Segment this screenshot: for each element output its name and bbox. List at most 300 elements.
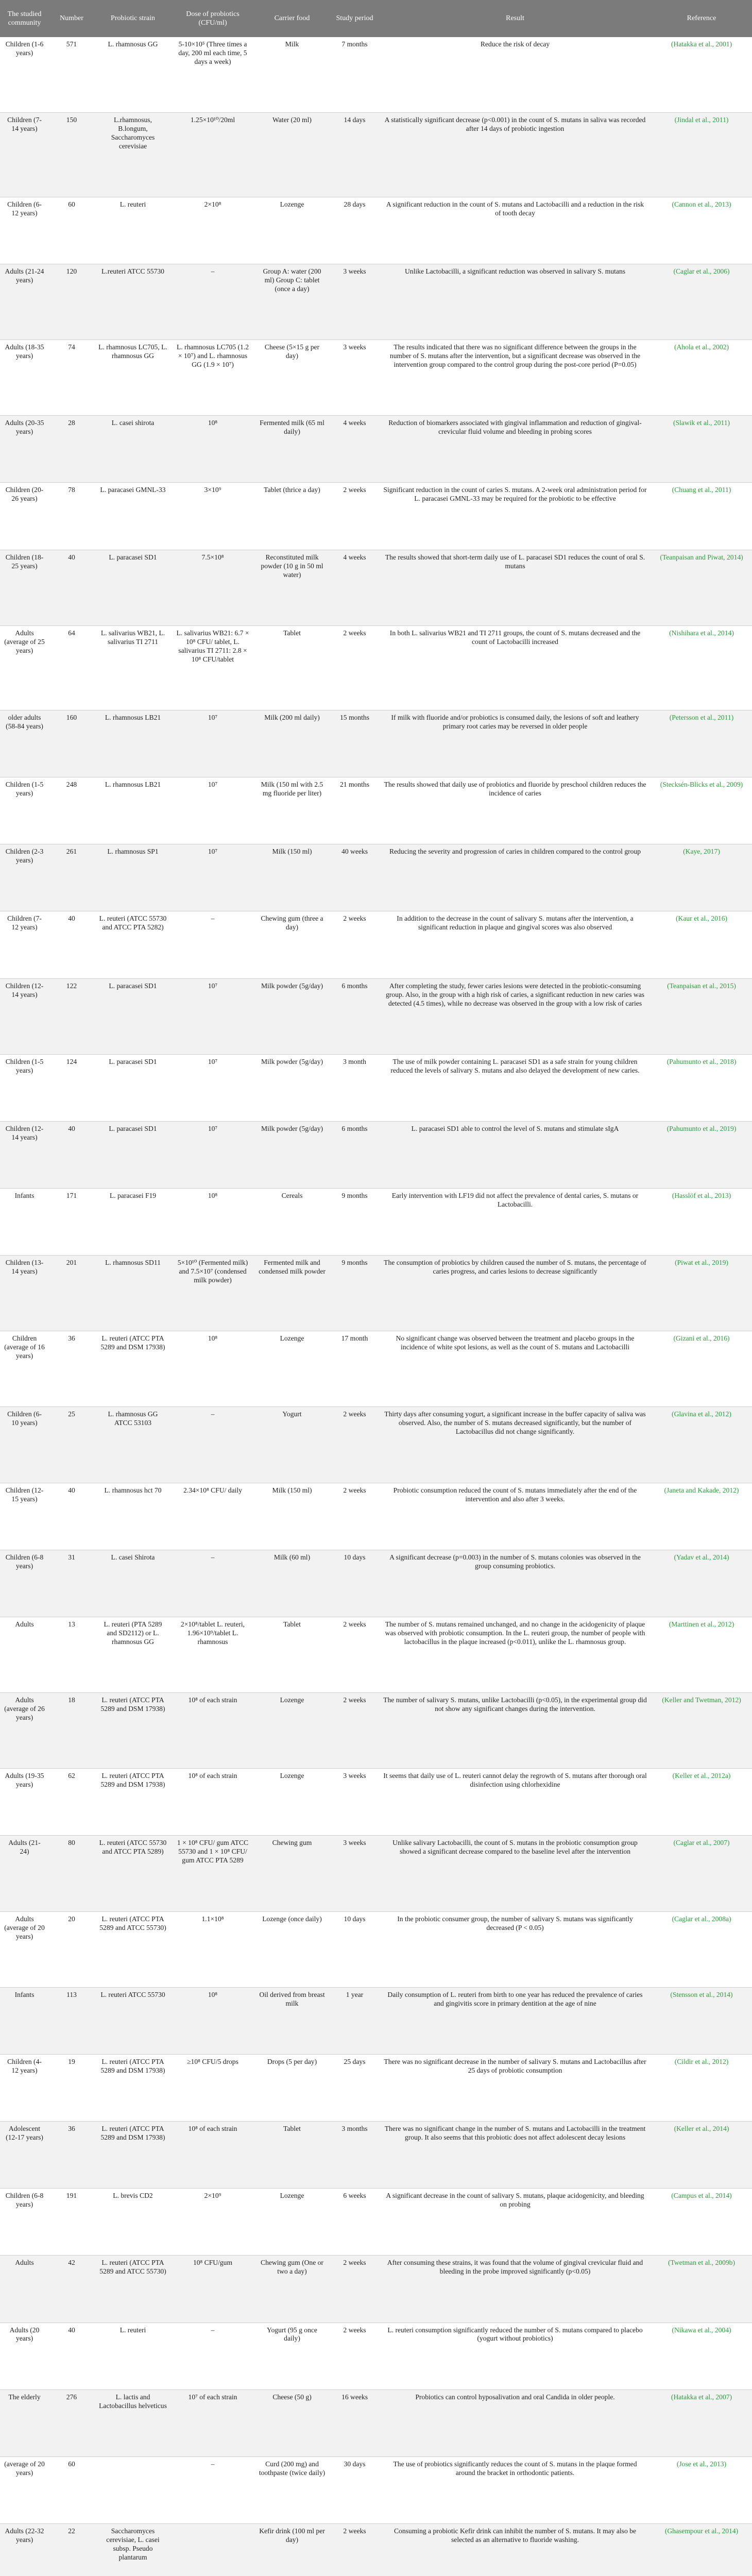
cell-carrier: Lozenge	[254, 1769, 330, 1836]
reference-link[interactable]: (Pahumunto et al., 2019)	[651, 1121, 752, 1188]
cell-period: 1 year	[330, 1987, 379, 2054]
cell-carrier: Milk powder (5g/day)	[254, 1054, 330, 1121]
cell-period: 14 days	[330, 112, 379, 197]
table-row	[0, 911, 752, 978]
cell-dose: 10⁷	[172, 777, 254, 844]
cell-strain: L. casei shirota	[94, 416, 172, 483]
cell-strain: L. paracasei SD1	[94, 1121, 172, 1188]
table-row	[0, 1121, 752, 1188]
cell-strain: L. casei Shirota	[94, 1550, 172, 1617]
cell-result: Significant reduction in the count of caries S. mutans. A 2-week oral administration period for L. paracasei GMNL-33 may be required for the probiotic to be effective	[379, 483, 651, 550]
cell-number: 60	[49, 197, 94, 264]
table-row	[0, 1256, 752, 1331]
cell-strain: L. paracasei SD1	[94, 1054, 172, 1121]
table-row	[0, 37, 752, 112]
cell-carrier: Milk powder (5g/day)	[254, 978, 330, 1054]
cell-dose: 2×10⁸	[172, 197, 254, 264]
reference-link[interactable]: (Keller et al., 2014)	[651, 2122, 752, 2189]
cell-result: Unlike salivary Lactobacilli, the count of S. mutans in the probiotic consumption group showed a significant decrease compared to the baseline level after the intervention	[379, 1836, 651, 1911]
cell-dose: L. rhamnosus LC705 (1.2 × 10⁷) and L. rhamnosus GG (1.9 × 10⁷)	[172, 340, 254, 416]
cell-result: A significant decrease in the count of salivary S. mutans, plaque acidogenicity, and bleeding on probing	[379, 2189, 651, 2256]
cell-strain: L. brevis CD2	[94, 2189, 172, 2256]
cell-period: 2 weeks	[330, 1693, 379, 1769]
cell-number: 78	[49, 483, 94, 550]
cell-community: Adults (21-24)	[0, 1836, 49, 1911]
table-row	[0, 2523, 752, 2576]
cell-dose: 10⁸ of each strain	[172, 1693, 254, 1769]
cell-strain: L. reuteri (PTA 5289 and SD2112) or L. rhamnosus GG	[94, 1617, 172, 1692]
cell-community: Adults (19-35 years)	[0, 1769, 49, 1836]
cell-number: 248	[49, 777, 94, 844]
reference-link[interactable]: (Yadav et al., 2014)	[651, 1550, 752, 1617]
table-row	[0, 112, 752, 197]
cell-carrier: Lozenge	[254, 2189, 330, 2256]
table-row	[0, 483, 752, 550]
cell-number: 74	[49, 340, 94, 416]
cell-result: The results indicated that there was no significant difference between the groups in the number of S. mutans after the intervention, but a significant decrease was observed in the intervention group compared to the control group during the post-core period (P=0.05)	[379, 340, 651, 416]
header-result: Result	[379, 0, 651, 37]
cell-strain: L. reuteri (ATCC PTA 5289 and DSM 17938)	[94, 1331, 172, 1407]
cell-strain: L. rhamnosus hct 70	[94, 1483, 172, 1550]
reference-link[interactable]: (Keller et al., 2012a)	[651, 1769, 752, 1836]
cell-dose: –	[172, 264, 254, 340]
cell-number: 80	[49, 1836, 94, 1911]
cell-result: The results showed that short-term daily use of L. paracasei SD1 reduces the count of oral S. mutans	[379, 550, 651, 625]
table-row	[0, 2456, 752, 2523]
cell-community: Children (12-15 years)	[0, 1483, 49, 1550]
reference-link[interactable]: (Ahola et al., 2002)	[651, 340, 752, 416]
cell-result: After consuming these strains, it was found that the volume of gingival crevicular fluid and bleeding in the probe improved significantly (p<0.05)	[379, 2256, 651, 2323]
cell-strain: L. paracasei F19	[94, 1189, 172, 1256]
cell-number: 20	[49, 1911, 94, 1987]
cell-carrier: Milk (150 ml with 2.5 mg fluoride per liter)	[254, 777, 330, 844]
cell-number: 25	[49, 1407, 94, 1483]
cell-result: There was no significant change in the number of S. mutans and Lactobacilli in the treatment group. It also seems that this probiotic does not affect adolescent decay lesions	[379, 2122, 651, 2189]
cell-number: 171	[49, 1189, 94, 1256]
cell-number: 13	[49, 1617, 94, 1692]
cell-carrier: Milk	[254, 37, 330, 112]
cell-period: 15 months	[330, 710, 379, 777]
table-row	[0, 1693, 752, 1769]
cell-strain: L. rhamnosus LB21	[94, 777, 172, 844]
cell-carrier: Chewing gum	[254, 1836, 330, 1911]
cell-community: Children (13-14 years)	[0, 1256, 49, 1331]
cell-result: In the probiotic consumer group, the number of salivary S. mutans was significantly decreased (P < 0.05)	[379, 1911, 651, 1987]
cell-carrier: Oil derived from breast milk	[254, 1987, 330, 2054]
cell-carrier: Kefir drink (100 ml per day)	[254, 2523, 330, 2576]
cell-result: The results showed that daily use of probiotics and fluoride by preschool children reduces the incidence of caries	[379, 777, 651, 844]
cell-strain: L. paracasei SD1	[94, 978, 172, 1054]
cell-result: In addition to the decrease in the count of salivary S. mutans after the intervention, a significant reduction in plaque and gingival scores was also observed	[379, 911, 651, 978]
table-row	[0, 1054, 752, 1121]
cell-period: 2 weeks	[330, 2323, 379, 2389]
cell-dose: 3×10⁹	[172, 483, 254, 550]
cell-dose: –	[172, 2456, 254, 2523]
cell-dose: 1 × 10⁸ CFU/ gum ATCC 55730 and 1 × 10⁸ CFU/ gum ATCC PTA 5289	[172, 1836, 254, 1911]
reference-link[interactable]: (Hatakka et al., 2007)	[651, 2389, 752, 2456]
cell-number: 62	[49, 1769, 94, 1836]
cell-result: In both L. salivarius WB21 and TI 2711 groups, the count of S. mutans decreased and the count of Lactobacilli increased	[379, 625, 651, 710]
cell-carrier: Fermented milk (65 ml daily)	[254, 416, 330, 483]
reference-link[interactable]: (Stecksén-Blicks et al., 2009)	[651, 777, 752, 844]
reference-link[interactable]: (Piwat et al., 2019)	[651, 1256, 752, 1331]
cell-number: 40	[49, 550, 94, 625]
cell-dose: 2×10⁹	[172, 2189, 254, 2256]
cell-number: 22	[49, 2523, 94, 2576]
cell-result: L. reuteri consumption significantly reduced the number of S. mutans compared to placebo (yogurt without probiotics)	[379, 2323, 651, 2389]
header-carrier: Carrier food	[254, 0, 330, 37]
cell-strain: L. salivarius WB21, L. salivarius TI 2711	[94, 625, 172, 710]
cell-community: Children (7-14 years)	[0, 112, 49, 197]
reference-link[interactable]: (Kaye, 2017)	[651, 844, 752, 911]
cell-strain: L. lactis and Lactobacillus helveticus	[94, 2389, 172, 2456]
table-row	[0, 1617, 752, 1692]
cell-number: 276	[49, 2389, 94, 2456]
table-row	[0, 1483, 752, 1550]
cell-community: Children (12-14 years)	[0, 1121, 49, 1188]
reference-link[interactable]: (Keller and Twetman, 2012)	[651, 1693, 752, 1769]
table-row	[0, 2054, 752, 2121]
table-row	[0, 777, 752, 844]
reference-link[interactable]: (Marttinen et al., 2012)	[651, 1617, 752, 1692]
cell-period: 9 months	[330, 1189, 379, 1256]
table-row	[0, 2256, 752, 2323]
cell-period: 17 month	[330, 1331, 379, 1407]
reference-link[interactable]: (Hasslöf et al., 2013)	[651, 1189, 752, 1256]
cell-number: 120	[49, 264, 94, 340]
cell-period: 2 weeks	[330, 911, 379, 978]
table-row	[0, 1836, 752, 1911]
cell-result: Probiotics can control hyposalivation and oral Candida in older people.	[379, 2389, 651, 2456]
reference-link[interactable]: (Caglar et al., 2006)	[651, 264, 752, 340]
table-row	[0, 625, 752, 710]
reference-link[interactable]: (Chuang et al., 2011)	[651, 483, 752, 550]
header-dose: Dose of probiotics (CFU/ml)	[172, 0, 254, 37]
reference-link[interactable]: (Hatakka et al., 2001)	[651, 37, 752, 112]
cell-dose: –	[172, 2323, 254, 2389]
cell-carrier: Cheese (5×15 g per day)	[254, 340, 330, 416]
cell-result: The number of S. mutans remained unchanged, and no change in the acidogenicity of plaque was observed with probiotic consumption. In the L. reuteri group, the number of people with lactobacillus in the plaque increased (p<0.011), unlike the L. rhamnosus group.	[379, 1617, 651, 1692]
table-row	[0, 2389, 752, 2456]
cell-dose: 2.34×10⁸ CFU/ daily	[172, 1483, 254, 1550]
cell-strain: L. reuteri (ATCC PTA 5289 and DSM 17938)	[94, 2122, 172, 2189]
reference-link[interactable]: (Twetman et al., 2009b)	[651, 2256, 752, 2323]
cell-community: Children (12-14 years)	[0, 978, 49, 1054]
cell-community: Adults (average of 20 years)	[0, 1911, 49, 1987]
cell-strain: Saccharomyces cerevisiae, L. casei subsp. Pseudo plantarum	[94, 2523, 172, 2576]
cell-strain: L. rhamnosus LB21	[94, 710, 172, 777]
cell-period: 2 weeks	[330, 1617, 379, 1692]
cell-community: Adults (average of 25 years)	[0, 625, 49, 710]
cell-period: 21 months	[330, 777, 379, 844]
cell-dose: 2×10⁸/tablet L. reuteri, 1.96×10⁹/tablet L. rhamnosus	[172, 1617, 254, 1692]
reference-link[interactable]: (Cannon et al., 2013)	[651, 197, 752, 264]
cell-number: 40	[49, 1121, 94, 1188]
cell-result: No significant change was observed between the treatment and placebo groups in the incidence of white spot lesions, as well as the count of S. mutans and Lactobacilli	[379, 1331, 651, 1407]
cell-result: Unlike Lactobacilli, a significant reduction was observed in salivary S. mutans	[379, 264, 651, 340]
cell-strain: L. rhamnosus SP1	[94, 844, 172, 911]
cell-community: Adults (21-24 years)	[0, 264, 49, 340]
cell-period: 6 months	[330, 1121, 379, 1188]
cell-carrier: Group A: water (200 ml) Group C: tablet (once a day)	[254, 264, 330, 340]
cell-number: 31	[49, 1550, 94, 1617]
cell-community: Children (18-25 years)	[0, 550, 49, 625]
cell-community: Children (1-5 years)	[0, 777, 49, 844]
reference-link[interactable]: (Teanpaisan et al., 2015)	[651, 978, 752, 1054]
cell-strain: L.rhamnosus, B.longum, Saccharomyces cerevisiae	[94, 112, 172, 197]
cell-community: Children (6-10 years)	[0, 1407, 49, 1483]
cell-result: A significant decrease (p=0.003) in the number of S. mutans colonies was observed in the group consuming probiotics.	[379, 1550, 651, 1617]
cell-carrier: Milk (150 ml)	[254, 1483, 330, 1550]
cell-number: 113	[49, 1987, 94, 2054]
cell-strain: L. reuteri (ATCC PTA 5289 and ATCC 55730)	[94, 1911, 172, 1987]
cell-carrier: Milk powder (5g/day)	[254, 1121, 330, 1188]
cell-carrier: Lozenge (once daily)	[254, 1911, 330, 1987]
cell-period: 2 weeks	[330, 1483, 379, 1550]
cell-result: The number of salivary S. mutans, unlike Lactobacilli (p<0.05), in the experimental group did not show any significant changes during the intervention.	[379, 1693, 651, 1769]
reference-link[interactable]: (Ghasempour et al., 2014)	[651, 2523, 752, 2576]
cell-period: 9 months	[330, 1256, 379, 1331]
cell-number: 36	[49, 2122, 94, 2189]
cell-period: 16 weeks	[330, 2389, 379, 2456]
cell-dose	[172, 2523, 254, 2576]
cell-number: 571	[49, 37, 94, 112]
cell-number: 160	[49, 710, 94, 777]
cell-number: 18	[49, 1693, 94, 1769]
cell-community: Adults	[0, 1617, 49, 1692]
cell-dose: 10⁸	[172, 1331, 254, 1407]
cell-result: The consumption of probiotics by children caused the number of S. mutans, the percentage of caries progress, and caries lesions to decrease significantly	[379, 1256, 651, 1331]
cell-period: 2 weeks	[330, 2523, 379, 2576]
cell-period: 4 weeks	[330, 550, 379, 625]
cell-dose: 5-10×10⁵ (Three times a day, 200 ml each time, 5 days a week)	[172, 37, 254, 112]
cell-carrier: Tablet	[254, 625, 330, 710]
cell-community: older adults (58-84 years)	[0, 710, 49, 777]
cell-dose: 10⁸ of each strain	[172, 1769, 254, 1836]
reference-link[interactable]: (Cildir et al., 2012)	[651, 2054, 752, 2121]
cell-dose: ≥10⁸ CFU/5 drops	[172, 2054, 254, 2121]
table-row	[0, 550, 752, 625]
cell-carrier: Milk (200 ml daily)	[254, 710, 330, 777]
cell-number: 201	[49, 1256, 94, 1331]
cell-number: 60	[49, 2456, 94, 2523]
cell-carrier: Lozenge	[254, 1693, 330, 1769]
cell-result: After completing the study, fewer caries lesions were detected in the probiotic-consuming group. Also, in the group with a high risk of caries, a significant reduction in new caries was detected (4.5 times), while no decrease was observed in the group with a low risk of caries	[379, 978, 651, 1054]
reference-link[interactable]: (Slawik et al., 2011)	[651, 416, 752, 483]
table-row	[0, 844, 752, 911]
reference-link[interactable]: (Caglar et al., 2007)	[651, 1836, 752, 1911]
cell-result: L. paracasei SD1 able to control the level of S. mutans and stimulate sIgA	[379, 1121, 651, 1188]
cell-number: 150	[49, 112, 94, 197]
cell-community: Adults (22-32 years)	[0, 2523, 49, 2576]
cell-result: Early intervention with LF19 did not affect the prevalence of dental caries, S. mutans or Lactobacilli.	[379, 1189, 651, 1256]
table-row	[0, 1407, 752, 1483]
header-strain: Probiotic strain	[94, 0, 172, 37]
cell-dose: 10⁷	[172, 978, 254, 1054]
header-community: The studied community	[0, 0, 49, 37]
cell-dose: 5×10¹⁰ (Fermented milk) and 7.5×10⁷ (condensed milk powder)	[172, 1256, 254, 1331]
reference-link[interactable]: (Caglar et al., 2008a)	[651, 1911, 752, 1987]
cell-strain: L. rhamnosus SD11	[94, 1256, 172, 1331]
cell-period: 3 month	[330, 1054, 379, 1121]
reference-link[interactable]: (Glavina et al., 2012)	[651, 1407, 752, 1483]
cell-carrier: Drops (5 per day)	[254, 2054, 330, 2121]
cell-strain: L. reuteri (ATCC 55730 and ATCC PTA 5289)	[94, 1836, 172, 1911]
cell-community: Children (1-6 years)	[0, 37, 49, 112]
cell-dose: 10⁷	[172, 1121, 254, 1188]
table-row	[0, 264, 752, 340]
table-row	[0, 1769, 752, 1836]
cell-period: 2 weeks	[330, 1407, 379, 1483]
cell-carrier: Yogurt (95 g once daily)	[254, 2323, 330, 2389]
reference-link[interactable]: (Nikawa et al., 2004)	[651, 2323, 752, 2389]
cell-strain: L. reuteri	[94, 197, 172, 264]
cell-period: 3 weeks	[330, 1769, 379, 1836]
cell-period: 3 weeks	[330, 1836, 379, 1911]
cell-dose: –	[172, 911, 254, 978]
cell-result: If milk with fluoride and/or probiotics is consumed daily, the lesions of soft and leathery primary root caries may be reversed in older people	[379, 710, 651, 777]
reference-link[interactable]: (Jindal et al., 2011)	[651, 112, 752, 197]
table-row	[0, 2323, 752, 2389]
table-row	[0, 710, 752, 777]
cell-period: 25 days	[330, 2054, 379, 2121]
cell-number: 42	[49, 2256, 94, 2323]
table-header-row	[0, 0, 752, 37]
cell-number: 261	[49, 844, 94, 911]
cell-result: There was no significant decrease in the number of salivary S. mutans and Lactobacillus after 25 days of probiotic consumption	[379, 2054, 651, 2121]
cell-result: The use of milk powder containing L. paracasei SD1 as a safe strain for young children reduced the levels of salivary S. mutans and also delayed the development of new caries.	[379, 1054, 651, 1121]
cell-community: Adults (20 years)	[0, 2323, 49, 2389]
cell-strain: L. reuteri (ATCC PTA 5289 and ATCC 55730)	[94, 2256, 172, 2323]
cell-dose: 10⁷	[172, 710, 254, 777]
cell-community: Adolescent (12-17 years)	[0, 2122, 49, 2189]
reference-link[interactable]: (Gizani et al., 2016)	[651, 1331, 752, 1407]
cell-community: Children (6-8 years)	[0, 2189, 49, 2256]
table-row	[0, 2189, 752, 2256]
cell-community: Adults (average of 26 years)	[0, 1693, 49, 1769]
reference-link[interactable]: (Campus et al., 2014)	[651, 2189, 752, 2256]
cell-dose: 10⁸	[172, 1189, 254, 1256]
cell-carrier: Reconstituted milk powder (10 g in 50 ml water)	[254, 550, 330, 625]
table-row	[0, 1331, 752, 1407]
cell-strain: L. reuteri (ATCC PTA 5289 and DSM 17938)	[94, 1769, 172, 1836]
cell-strain	[94, 2456, 172, 2523]
cell-number: 28	[49, 416, 94, 483]
cell-strain: L. rhamnosus LC705, L. rhamnosus GG	[94, 340, 172, 416]
cell-dose: 7.5×10⁸	[172, 550, 254, 625]
cell-number: 124	[49, 1054, 94, 1121]
reference-link[interactable]: (Teanpaisan and Piwat, 2014)	[651, 550, 752, 625]
cell-strain: L. paracasei SD1	[94, 550, 172, 625]
cell-carrier: Tablet	[254, 2122, 330, 2189]
cell-community: Children (6-8 years)	[0, 1550, 49, 1617]
cell-result: Thirty days after consuming yogurt, a significant increase in the buffer capacity of saliva was observed. Also, the number of S. mutans decreased significantly, but the number of Lactobacillus did not change significantly.	[379, 1407, 651, 1483]
cell-carrier: Tablet (thrice a day)	[254, 483, 330, 550]
cell-number: 40	[49, 911, 94, 978]
cell-result: It seems that daily use of L. reuteri cannot delay the regrowth of S. mutans after thorough oral disinfection using chlorhexidine	[379, 1769, 651, 1836]
reference-link[interactable]: (Kaur et al., 2016)	[651, 911, 752, 978]
cell-community: Children (6-12 years)	[0, 197, 49, 264]
cell-dose: 10⁸ of each strain	[172, 2122, 254, 2189]
table-row	[0, 197, 752, 264]
cell-result: The use of probiotics significantly reduces the count of S. mutans in the plaque formed around the bracket in orthodontic patients.	[379, 2456, 651, 2523]
cell-community: Infants	[0, 1189, 49, 1256]
cell-carrier: Yogurt	[254, 1407, 330, 1483]
cell-community: Adults	[0, 2256, 49, 2323]
reference-link[interactable]: (Jose et al., 2013)	[651, 2456, 752, 2523]
cell-dose: 10⁸	[172, 416, 254, 483]
cell-period: 40 weeks	[330, 844, 379, 911]
cell-dose: 10⁸ CFU/gum	[172, 2256, 254, 2323]
table-row	[0, 1911, 752, 1987]
cell-number: 36	[49, 1331, 94, 1407]
reference-link[interactable]: (Janeta and Kakade, 2012)	[651, 1483, 752, 1550]
reference-link[interactable]: (Pahumunto et al., 2018)	[651, 1054, 752, 1121]
cell-community: Children (1-5 years)	[0, 1054, 49, 1121]
cell-strain: L. paracasei GMNL-33	[94, 483, 172, 550]
cell-result: A statistically significant decrease (p<0.001) in the count of S. mutans in saliva was recorded after 14 days of probiotic ingestion	[379, 112, 651, 197]
cell-number: 64	[49, 625, 94, 710]
cell-period: 6 months	[330, 978, 379, 1054]
header-period: Study period	[330, 0, 379, 37]
cell-period: 30 days	[330, 2456, 379, 2523]
cell-dose: 10⁷ of each strain	[172, 2389, 254, 2456]
cell-period: 7 months	[330, 37, 379, 112]
cell-carrier: Fermented milk and condensed milk powder	[254, 1256, 330, 1331]
cell-strain: L. rhamnosus GG ATCC 53103	[94, 1407, 172, 1483]
header-number: Number	[49, 0, 94, 37]
reference-link[interactable]: (Petersson et al., 2011)	[651, 710, 752, 777]
cell-carrier: Curd (200 mg) and toothpaste (twice daily)	[254, 2456, 330, 2523]
cell-carrier: Chewing gum (One or two a day)	[254, 2256, 330, 2323]
table-row	[0, 416, 752, 483]
cell-number: 19	[49, 2054, 94, 2121]
cell-strain: L. reuteri (ATCC PTA 5289 and DSM 17938)	[94, 2054, 172, 2121]
cell-strain: L. rhamnosus GG	[94, 37, 172, 112]
cell-result: Reducing the severity and progression of caries in children compared to the control group	[379, 844, 651, 911]
cell-period: 10 days	[330, 1550, 379, 1617]
reference-link[interactable]: (Stensson et al., 2014)	[651, 1987, 752, 2054]
cell-dose: 10⁷	[172, 1054, 254, 1121]
cell-strain: L. reuteri (ATCC PTA 5289 and DSM 17938)	[94, 1693, 172, 1769]
cell-number: 191	[49, 2189, 94, 2256]
cell-result: Reduce the risk of decay	[379, 37, 651, 112]
reference-link[interactable]: (Nishihara et al., 2014)	[651, 625, 752, 710]
table-row	[0, 1189, 752, 1256]
cell-period: 3 weeks	[330, 264, 379, 340]
cell-result: Daily consumption of L. reuteri from birth to one year has reduced the prevalence of caries and gingivitis score in primary dentition at the age of nine	[379, 1987, 651, 2054]
table-row	[0, 340, 752, 416]
cell-community: (average of 20 years)	[0, 2456, 49, 2523]
cell-period: 2 weeks	[330, 483, 379, 550]
cell-number: 122	[49, 978, 94, 1054]
cell-community: Children (4-12 years)	[0, 2054, 49, 2121]
cell-community: Children (2-3 years)	[0, 844, 49, 911]
table-row	[0, 1987, 752, 2054]
cell-carrier: Lozenge	[254, 197, 330, 264]
header-reference: Reference	[651, 0, 752, 37]
cell-dose: 1.25×10¹⁰/20ml	[172, 112, 254, 197]
cell-carrier: Lozenge	[254, 1331, 330, 1407]
cell-period: 3 months	[330, 2122, 379, 2189]
cell-dose: –	[172, 1407, 254, 1483]
cell-period: 6 weeks	[330, 2189, 379, 2256]
cell-carrier: Cheese (50 g)	[254, 2389, 330, 2456]
cell-period: 3 weeks	[330, 340, 379, 416]
cell-result: A significant reduction in the count of S. mutans and Lactobacilli and a reduction in the risk of tooth decay	[379, 197, 651, 264]
cell-period: 28 days	[330, 197, 379, 264]
cell-number: 40	[49, 1483, 94, 1550]
